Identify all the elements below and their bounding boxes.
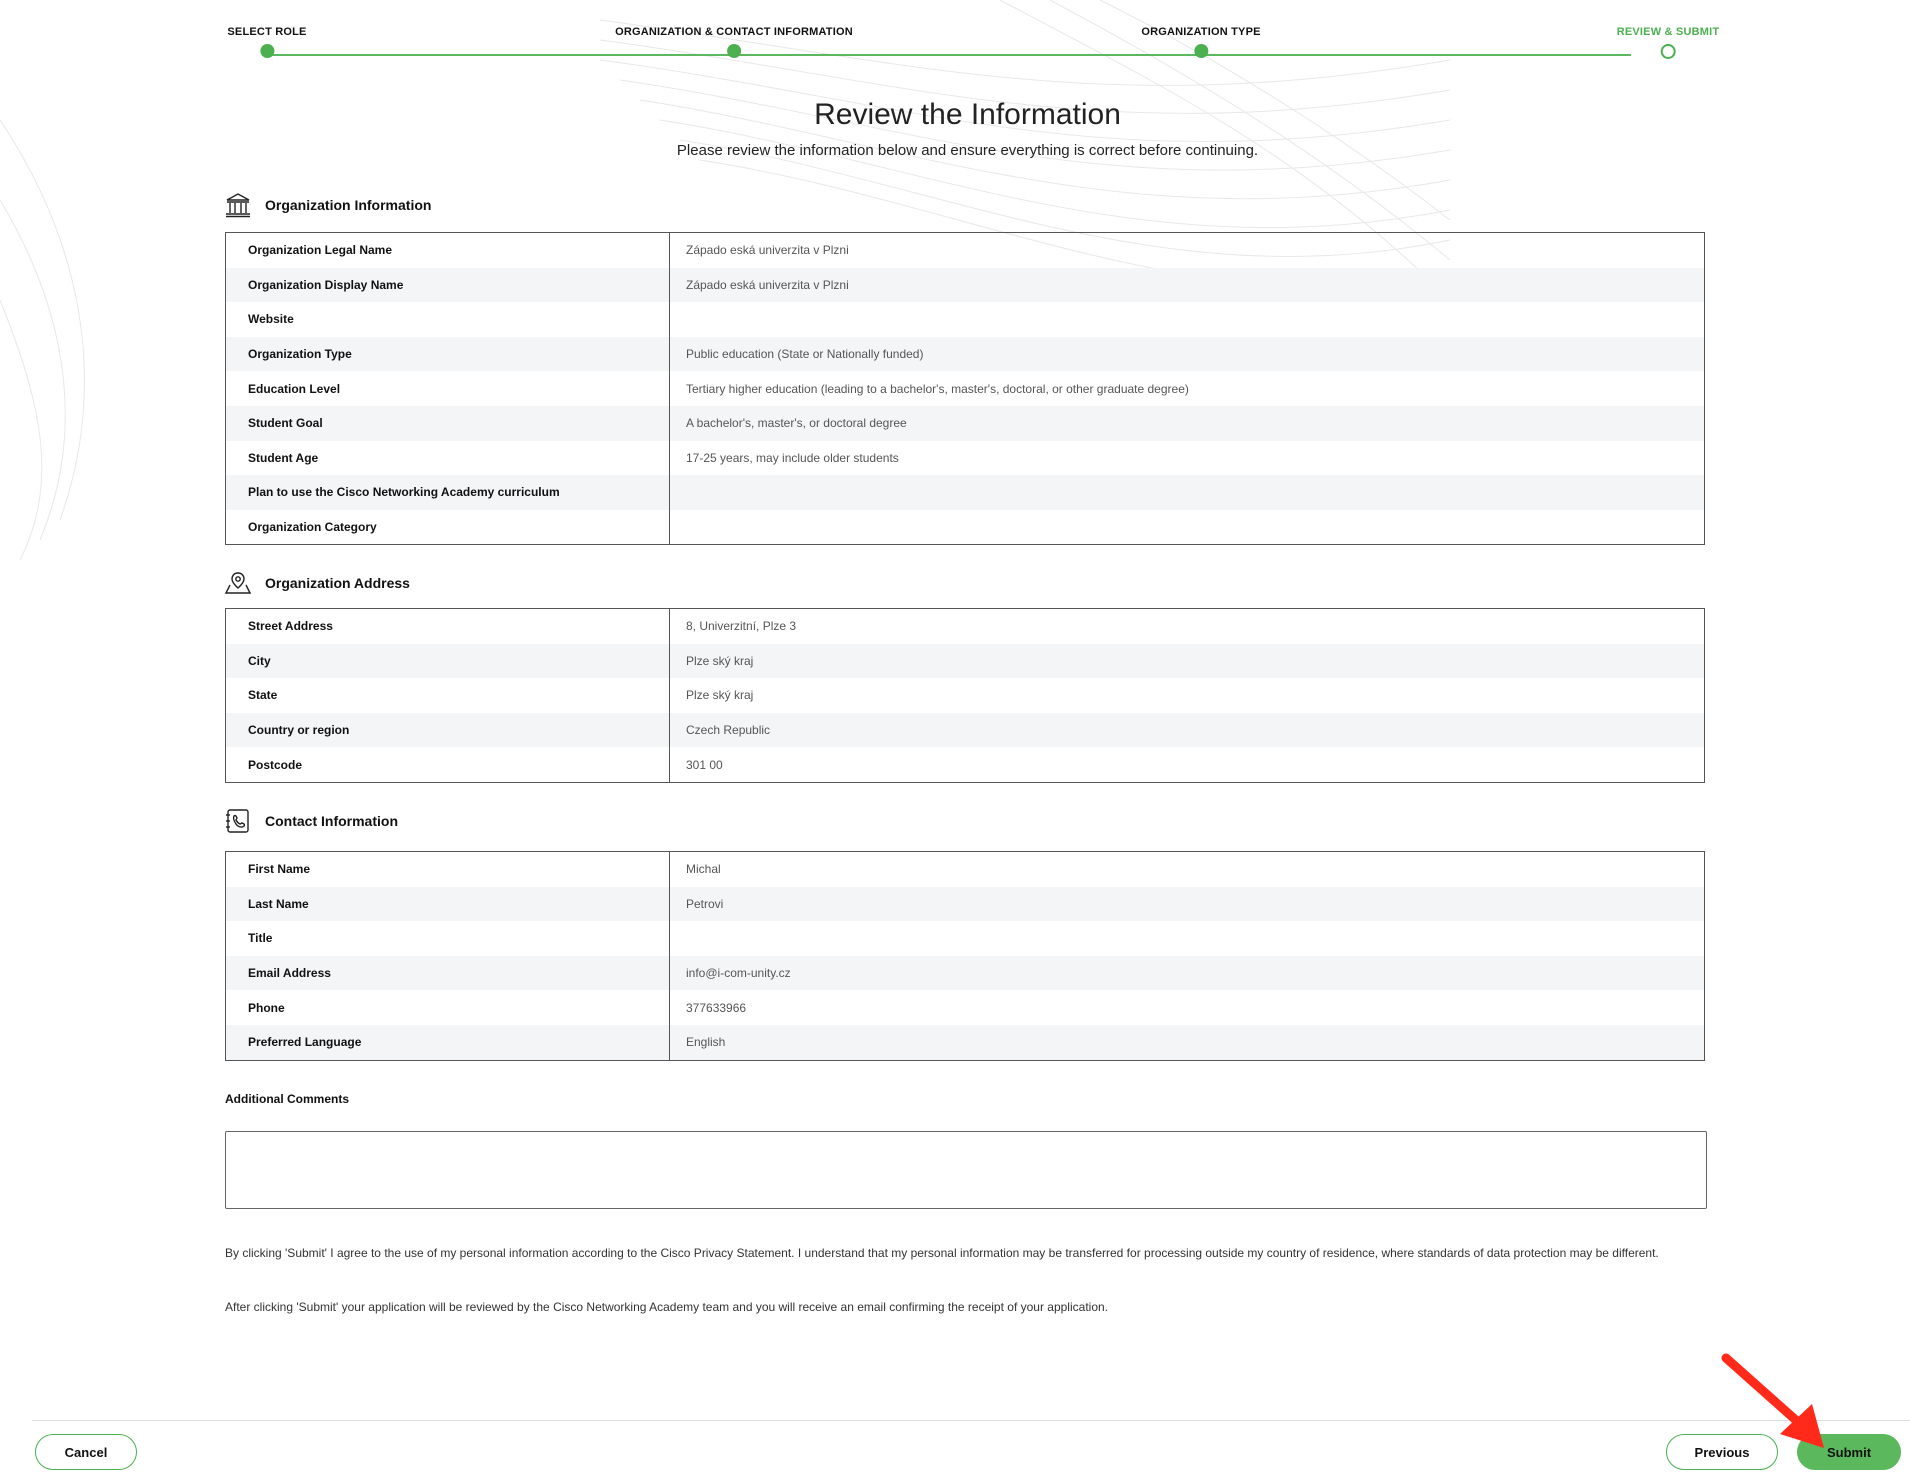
row-label: City bbox=[226, 644, 670, 679]
row-value: Tertiary higher education (leading to a bachelor's, master's, doctoral, or other graduate degree) bbox=[686, 381, 1189, 396]
cancel-button[interactable]: Cancel bbox=[35, 1434, 137, 1470]
row-value: Plze ský kraj bbox=[686, 688, 754, 703]
table-row bbox=[226, 371, 1704, 406]
step-complete-dot bbox=[727, 44, 741, 58]
row-label: Organization Category bbox=[226, 510, 670, 545]
row-value: 8, Univerzitní, Plze 3 bbox=[686, 619, 797, 634]
step-select-role bbox=[227, 26, 306, 58]
footer-divider bbox=[32, 1420, 1910, 1421]
step-org-type bbox=[1141, 26, 1260, 58]
step-label: SELECT ROLE bbox=[227, 26, 307, 38]
row-label: Student Goal bbox=[226, 406, 670, 441]
row-label: Plan to use the Cisco Networking Academy curriculum bbox=[226, 475, 670, 510]
row-value: Západo eská univerzita v Plzni bbox=[686, 243, 849, 258]
page-subtitle: Please review the information below and ensure everything is correct before continuing. bbox=[676, 142, 1259, 159]
table-row bbox=[226, 990, 1704, 1025]
row-label: Street Address bbox=[226, 609, 670, 644]
section-title-text: Contact Information bbox=[265, 813, 398, 829]
table-row bbox=[226, 713, 1704, 748]
row-label: Education Level bbox=[226, 371, 670, 406]
row-label: Organization Type bbox=[226, 337, 670, 372]
location-pin-icon bbox=[225, 571, 251, 595]
table-row bbox=[226, 510, 1704, 545]
section-title-contact-info bbox=[225, 808, 398, 834]
row-label: First Name bbox=[226, 852, 670, 887]
step-org-contact-info bbox=[615, 26, 853, 58]
table-row bbox=[226, 887, 1704, 922]
building-icon bbox=[225, 192, 251, 218]
section-title-org-address bbox=[225, 571, 410, 595]
row-value: Michal bbox=[686, 862, 721, 877]
table-row bbox=[226, 678, 1704, 713]
row-label: Country or region bbox=[226, 713, 670, 748]
table-row bbox=[226, 337, 1704, 372]
row-value: A bachelor's, master's, or doctoral degree bbox=[686, 416, 907, 431]
table-row bbox=[226, 956, 1704, 991]
step-label-current: REVIEW & SUBMIT bbox=[1616, 26, 1720, 38]
org-info-table bbox=[225, 232, 1705, 545]
contact-info-table bbox=[225, 851, 1705, 1061]
page-title: Review the Information bbox=[814, 98, 1121, 131]
step-complete-dot bbox=[1194, 44, 1208, 58]
row-label: Student Age bbox=[226, 441, 670, 476]
table-row bbox=[226, 475, 1704, 510]
row-value: Západo eská univerzita v Plzni bbox=[686, 277, 849, 292]
row-value: Czech Republic bbox=[686, 723, 771, 738]
section-title-text: Organization Information bbox=[265, 197, 432, 213]
row-label: Postcode bbox=[226, 747, 670, 782]
table-row bbox=[226, 441, 1704, 476]
org-address-table bbox=[225, 608, 1705, 783]
table-row bbox=[226, 406, 1704, 441]
row-value: info@i-com-unity.cz bbox=[686, 966, 791, 981]
step-complete-dot bbox=[260, 44, 274, 58]
annotation-arrow-icon bbox=[1720, 1352, 1840, 1452]
row-value: English bbox=[686, 1035, 726, 1050]
table-row bbox=[226, 747, 1704, 782]
submit-button[interactable]: Submit bbox=[1797, 1434, 1901, 1470]
row-label: Organization Display Name bbox=[226, 268, 670, 303]
step-review-submit bbox=[1617, 26, 1720, 59]
row-label: Organization Legal Name bbox=[226, 233, 670, 268]
section-title-text: Organization Address bbox=[265, 575, 410, 591]
table-row bbox=[226, 233, 1704, 268]
additional-comments-textarea[interactable] bbox=[225, 1131, 1707, 1209]
comments-label: Additional Comments bbox=[225, 1092, 350, 1106]
table-row bbox=[226, 302, 1704, 337]
row-label: Preferred Language bbox=[226, 1025, 670, 1060]
row-value: Petrovi bbox=[686, 896, 724, 911]
table-row bbox=[226, 921, 1704, 956]
section-title-org-info bbox=[225, 192, 431, 218]
table-row bbox=[226, 1025, 1704, 1060]
step-label: ORGANIZATION TYPE bbox=[1141, 26, 1261, 38]
row-value: Public education (State or Nationally funded) bbox=[686, 347, 924, 362]
table-row bbox=[226, 644, 1704, 679]
privacy-statement-text: By clicking 'Submit' I agree to the use of my personal information according to the Cisco Privacy Statement. I understand that my personal information may be transferred for processing outside my country of residence, where standards of data protection may be different. bbox=[225, 1246, 1659, 1260]
table-row bbox=[226, 268, 1704, 303]
row-value: 377633966 bbox=[686, 1000, 747, 1015]
row-label: Email Address bbox=[226, 956, 670, 991]
progress-stepper bbox=[225, 26, 1720, 66]
phone-book-icon bbox=[225, 808, 251, 834]
row-value: 17-25 years, may include older students bbox=[686, 450, 899, 465]
table-row bbox=[226, 852, 1704, 887]
row-label: Website bbox=[226, 302, 670, 337]
row-label: Last Name bbox=[226, 887, 670, 922]
row-label: Title bbox=[226, 921, 670, 956]
step-label: ORGANIZATION & CONTACT INFORMATION bbox=[615, 26, 853, 38]
review-notice-text: After clicking 'Submit' your application will be reviewed by the Cisco Networking Academy team and you will receive an email confirming the receipt of your application. bbox=[225, 1300, 1108, 1314]
row-value: 301 00 bbox=[686, 757, 723, 772]
table-row bbox=[226, 609, 1704, 644]
row-value: Plze ský kraj bbox=[686, 653, 754, 668]
step-current-dot bbox=[1661, 44, 1676, 59]
stepper-line bbox=[267, 54, 1631, 56]
row-label: State bbox=[226, 678, 670, 713]
row-label: Phone bbox=[226, 990, 670, 1025]
previous-button[interactable]: Previous bbox=[1666, 1434, 1778, 1470]
